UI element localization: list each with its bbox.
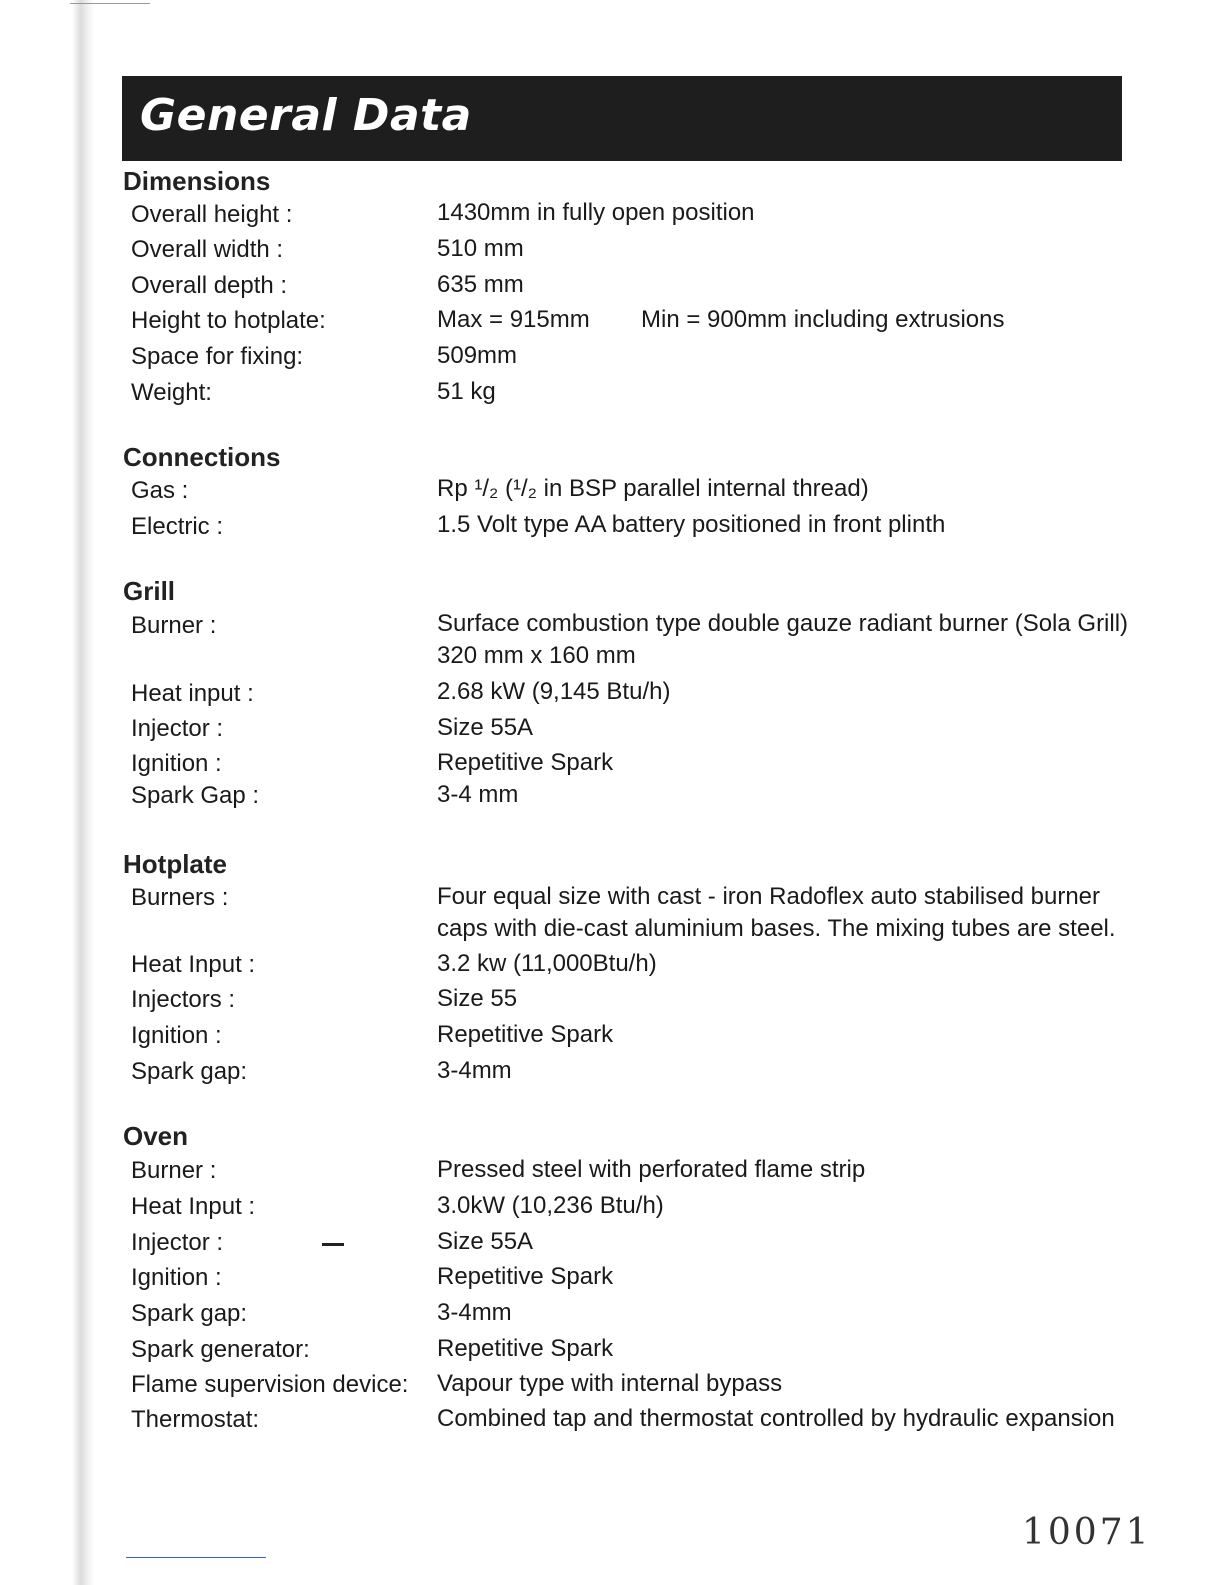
spec-label: Burner : [131,612,217,639]
spec-label: Injector : [131,715,224,742]
section-title-grill: Grill [123,576,176,606]
spec-value: 51 kg [437,378,496,405]
page-title: General Data [140,90,472,141]
spec-value: 3-4mm [437,1299,512,1326]
spec-label: Overall width : [131,236,284,263]
spec-label: Spark gap: [131,1300,248,1327]
top-rule [70,3,150,4]
spec-value: Size 55A [437,1228,534,1255]
header-bar [122,76,1122,161]
spec-label: Injector : [131,1229,224,1256]
spec-label: Heat input : [131,680,254,707]
bottom-underline [126,1557,266,1558]
spec-value: Repetitive Spark [437,1335,614,1362]
spec-label: Overall height : [131,201,293,228]
spec-value-secondary: Min = 900mm including extrusions [641,306,1005,333]
spec-label: Injectors : [131,986,236,1013]
spec-value: Repetitive Spark [437,749,614,776]
spec-value: 2.68 kW (9,145 Btu/h) [437,678,671,705]
spec-label: Ignition : [131,1264,222,1291]
spec-label: Heat Input : [131,951,256,978]
spec-value: 509mm [437,342,518,369]
spec-value: 3-4mm [437,1057,512,1084]
spec-label: Space for fixing: [131,343,304,370]
spec-value: Repetitive Spark [437,1021,614,1048]
spec-label: Burner : [131,1157,217,1184]
page-number: 10071 [1022,1512,1152,1553]
spec-label: Spark Gap : [131,782,260,809]
spec-label: Spark gap: [131,1058,248,1085]
spec-value: 1.5 Volt type AA battery positioned in front plinth [437,511,946,538]
spec-value: 510 mm [437,235,524,262]
spec-label: Thermostat: [131,1406,260,1433]
spec-label: Weight: [131,379,212,406]
spec-label: Flame supervision device: [131,1371,409,1398]
spec-label: Gas : [131,477,189,504]
spec-value: Size 55 [437,985,518,1012]
spec-label: Ignition : [131,1022,222,1049]
section-title-oven: Oven [123,1121,189,1151]
section-title-connections: Connections [123,442,281,472]
spec-label: Heat Input : [131,1193,256,1220]
spec-value: 3.0kW (10,236 Btu/h) [437,1192,664,1219]
spec-value: Repetitive Spark [437,1263,614,1290]
spec-value: 3.2 kw (11,000Btu/h) [437,950,657,977]
spec-value: Pressed steel with perforated flame strip [437,1156,866,1183]
spec-value: Four equal size with cast - iron Radoflex auto stabilised burner [437,883,1100,910]
spec-label: Electric : [131,513,224,540]
spec-value: 635 mm [437,271,524,298]
spec-label: Height to hotplate: [131,307,326,334]
spec-label: Overall depth : [131,272,288,299]
spec-value: 1430mm in fully open position [437,199,755,226]
spec-value-line2: 320 mm x 160 mm [437,642,636,669]
spec-value: Size 55A [437,714,534,741]
stray-dash-mark [322,1243,344,1246]
scan-edge-shadow [72,0,94,1585]
spec-label: Burners : [131,884,229,911]
spec-value-line2: caps with die-cast aluminium bases. The mixing tubes are steel. [437,915,1116,942]
section-title-dimensions: Dimensions [123,166,271,196]
spec-value: Combined tap and thermostat controlled by hydraulic expansion [437,1405,1115,1432]
spec-value: Rp ¹/₂ (¹/₂ in BSP parallel internal thread) [437,475,869,502]
spec-value: 3-4 mm [437,781,519,808]
spec-value: Max = 915mm [437,306,590,333]
spec-value: Vapour type with internal bypass [437,1370,783,1397]
spec-label: Ignition : [131,750,222,777]
section-title-hotplate: Hotplate [123,849,227,879]
spec-label: Spark generator: [131,1336,310,1363]
spec-value: Surface combustion type double gauze radiant burner (Sola Grill) [437,610,1129,637]
